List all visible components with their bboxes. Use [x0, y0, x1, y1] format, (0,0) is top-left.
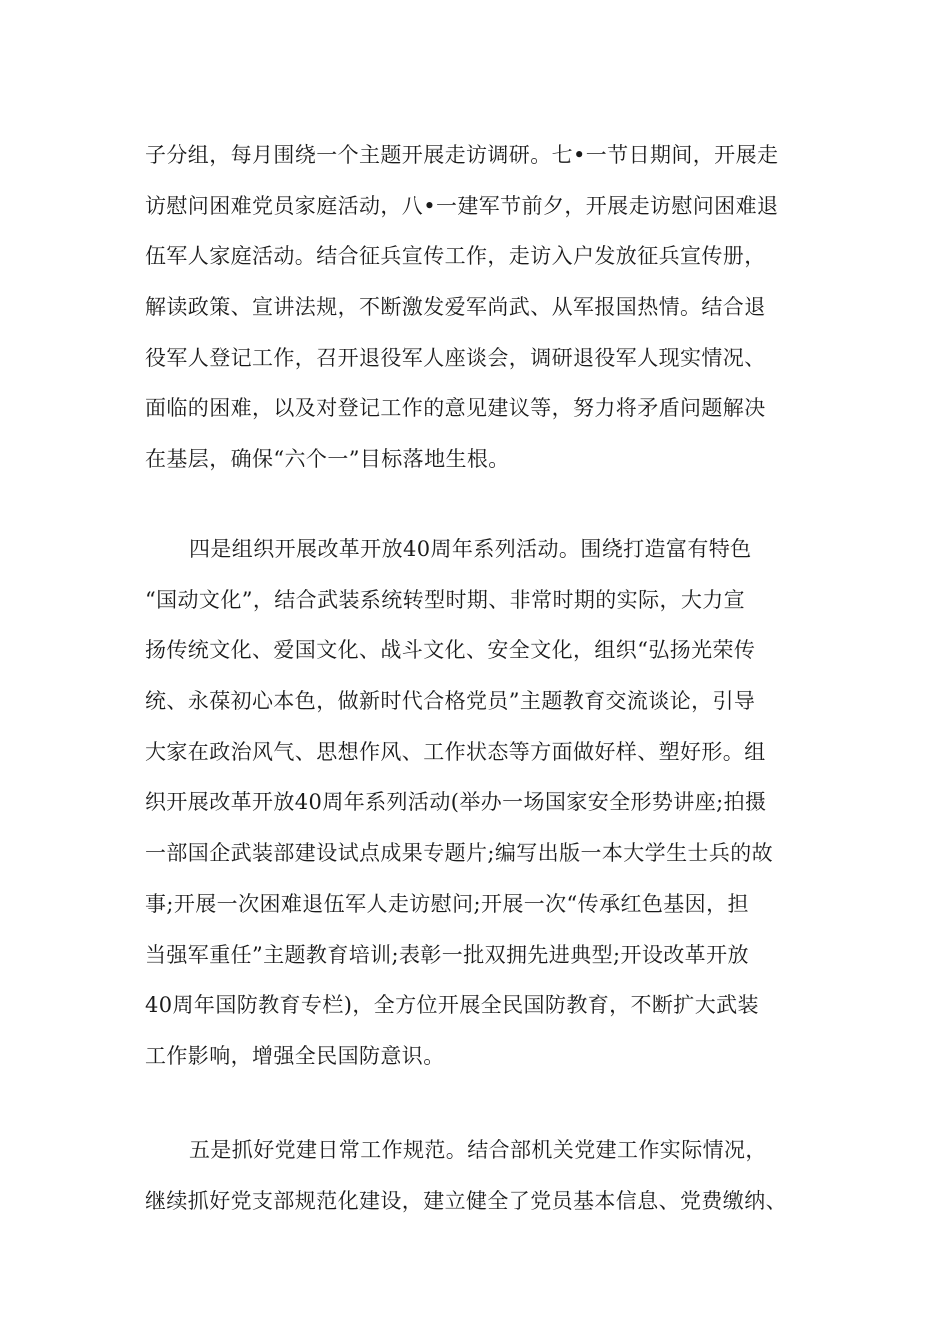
paragraph-line: 面临的困难，以及对登记工作的意见建议等，努力将矛盾问题解决	[145, 396, 766, 421]
paragraph-first-line: 四是组织开展改革开放40周年系列活动。围绕打造富有特色	[189, 537, 752, 561]
paragraph-line: 子分组，每月围绕一个主题开展走访调研。七•一节日期间，开展走	[145, 143, 779, 167]
paragraph-line: 伍军人家庭活动。结合征兵宣传工作，走访入户发放征兵宣传册，	[145, 244, 766, 269]
paragraph-line: 役军人登记工作，召开退役军人座谈会，调研退役军人现实情况、	[145, 345, 766, 370]
paragraph-line: 解读政策、宣讲法规，不断激发爱军尚武、从军报国热情。结合退	[145, 295, 766, 320]
paragraph-line: 一部国企武装部建设试点成果专题片;编写出版一本大学生士兵的故	[145, 841, 774, 866]
paragraph-line: 织开展改革开放40周年系列活动(举办一场国家安全形势讲座;拍摄	[145, 790, 767, 815]
paragraph-line: 大家在政治风气、思想作风、工作状态等方面做好样、塑好形。组	[145, 739, 766, 764]
paragraph-line: 访慰问困难党员家庭活动，八•一建军节前夕，开展走访慰问困难退	[145, 193, 779, 218]
paragraph-line: 事;开展一次困难退伍军人走访慰问;开展一次“传承红色基因，担	[145, 891, 749, 916]
paragraph-2	[145, 524, 815, 1082]
paragraph-line: 在基层，确保“六个一”目标落地生根。	[145, 447, 510, 472]
paragraph-first-line: 五是抓好党建日常工作规范。结合部机关党建工作实际情况，	[189, 1138, 767, 1162]
paragraph-line: 继续抓好党支部规范化建设，建立健全了党员基本信息、党费缴纳、	[145, 1188, 787, 1213]
paragraph-3	[145, 1125, 815, 1226]
paragraph-line: 统、永葆初心本色，做新时代合格党员”主题教育交流谈论，引导	[145, 689, 756, 714]
paragraph-line: 40周年国防教育专栏)，全方位开展全民国防教育，不断扩大武装	[145, 993, 759, 1018]
paragraph-1	[145, 130, 815, 485]
paragraph-line: 工作影响，增强全民国防意识。	[145, 1043, 445, 1068]
paragraph-line: 当强军重任”主题教育培训;表彰一批双拥先进典型;开设改革开放	[145, 942, 749, 967]
paragraph-line: “国动文化”，结合武装系统转型时期、非常时期的实际，大力宣	[145, 587, 746, 612]
paragraph-line: 扬传统文化、爱国文化、战斗文化、安全文化，组织“弘扬光荣传	[145, 638, 756, 663]
